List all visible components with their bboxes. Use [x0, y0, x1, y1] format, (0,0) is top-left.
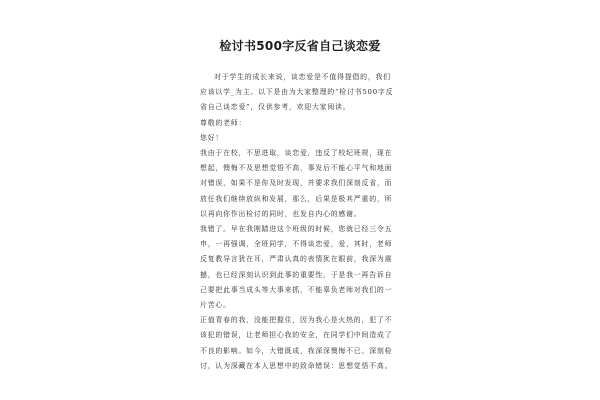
paragraph-line: 片苦心。	[200, 301, 231, 310]
paragraph-line: 想起，懊悔不及思想觉悟不高，事发后不能心平气和地面	[200, 164, 393, 173]
paragraph-line: 放任我们继续放纵和发展，那么，后果是极其严重的，所	[200, 194, 393, 203]
paragraph-line: 申，一再强调，全班同学，不得谈恋爱，爱，其时，老师	[200, 240, 393, 249]
document	[200, 38, 400, 374]
document-title: 检讨书500字反省自己谈恋爱	[219, 39, 381, 53]
greeting: 您好！	[200, 133, 224, 142]
paragraph-line: 以再向你作出检讨的同时，也发自内心的感谢。	[200, 209, 362, 218]
paragraph-line: 对错误，如果不是你及时发现，并要求我们深刻反省，而	[200, 179, 393, 188]
paragraph-line: 讨，认为深藏在本人思想中的致命错误：思想觉悟不高。	[200, 361, 393, 370]
paragraph-line: 撼，也已经深刻认识到此事的重要性，于是我一再告诉自	[200, 270, 393, 279]
paragraph-line: 对于学生的成长来说，谈恋爱是不值得提倡的，我们	[214, 73, 391, 81]
paragraph-line: 我错了。早在我刚踏进这个班级的时候，您就已经三令五	[200, 225, 393, 234]
paragraph-line: 己要把此事当成头等大事来抓，不能辜负老师对我们的一	[200, 285, 393, 294]
paragraph-line: 我由于在校，不思进取，谈恋爱，违反了校纪班规，现在	[200, 149, 393, 158]
salutation: 尊敬的老师：	[200, 118, 247, 127]
paragraph-line: 应该以学_为主。以下是由为大家整理的“检讨书500字反	[200, 88, 394, 97]
paragraph-line: 该犯的错误，让老师担心我的安全，在同学们中间造成了	[200, 331, 393, 340]
paragraph-line: 反复教导言犹在耳，严肃认真的表情犹在眼前，我深为震	[200, 255, 393, 264]
paragraph-line: 省自己谈恋爱”，仅供参考，欢迎大家阅读。	[200, 103, 351, 112]
paragraph-line: 正值青春的我，没能把握住，因为我心是火热的，犯了不	[200, 316, 393, 325]
paragraph-line: 不良的影响。如今，大错既成，我深深懊悔不已。深刻检	[200, 346, 393, 355]
